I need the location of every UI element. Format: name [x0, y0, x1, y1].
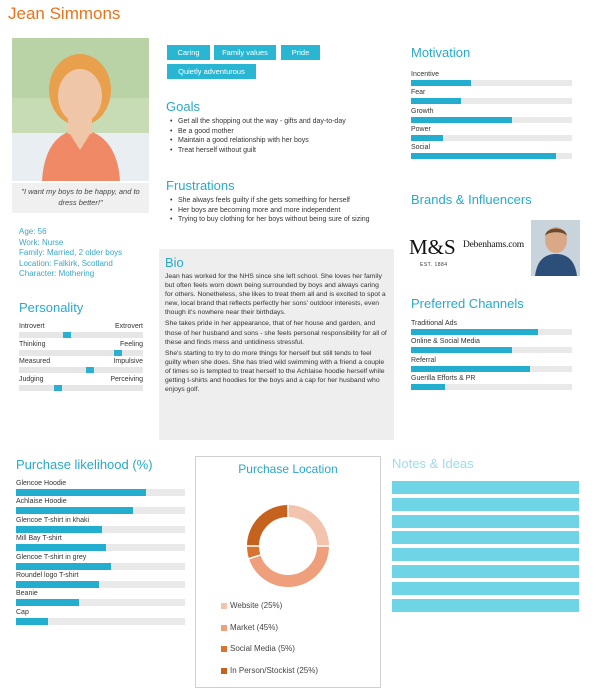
influencer-photo	[531, 220, 580, 276]
slider-track	[19, 385, 143, 391]
channel-track	[411, 329, 572, 335]
purchase-fill	[16, 526, 102, 533]
purchase-track	[16, 526, 185, 533]
slider-labels	[19, 376, 143, 383]
legend-label: Social Media (5%)	[230, 644, 295, 653]
info-character: Character: Mothering	[19, 269, 95, 278]
tag-family-values: Family values	[214, 45, 276, 60]
info-work: Work: Nurse	[19, 237, 64, 247]
legend-swatch	[221, 625, 227, 631]
purchase-track	[16, 599, 185, 606]
slider-track	[19, 367, 143, 373]
legend-item	[230, 601, 282, 610]
debenhams-logo: Debenhams.com	[463, 240, 524, 250]
personality-title: Personality	[19, 300, 84, 315]
purchase-location-card	[195, 456, 381, 688]
purchase-fill	[16, 507, 133, 514]
purchase-track	[16, 544, 185, 551]
note-line[interactable]	[392, 582, 579, 595]
purchase-track	[16, 563, 185, 570]
motivation-fill	[411, 117, 512, 123]
slider-knob	[63, 332, 71, 338]
personality-slider	[19, 358, 143, 373]
slider-right-label: Impulsive	[113, 358, 143, 365]
slider-right-label: Feeling	[120, 340, 143, 348]
bio-title: Bio	[165, 255, 184, 270]
purchase-label: Achlaise Hoodie	[16, 498, 67, 506]
donut-slice	[253, 511, 288, 546]
persona-photo	[12, 38, 149, 181]
tag-pride: Pride	[281, 45, 320, 60]
purchase-track	[16, 618, 185, 625]
slider-left-label: Judging	[19, 375, 44, 383]
goal-item: • Be a good mother	[168, 127, 398, 137]
slider-left-label: Measured	[19, 358, 51, 365]
frustration-item: • Trying to buy clothing for her boys without being sure of sizing	[168, 215, 398, 225]
slider-right-label: Extrovert	[114, 323, 143, 330]
motivation-fill	[411, 80, 471, 86]
bio-paragraph: She takes pride in her appearance, that of her house and garden, and those of her husband and sons - she feels personal responsibility for all of these and finds mess and untidiness stressful.	[165, 320, 387, 346]
personality-slider	[19, 376, 143, 391]
motivation-fill	[411, 98, 461, 104]
purchase-label: Mill Bay T-shirt	[16, 535, 62, 543]
slider-left-label: Thinking	[19, 340, 46, 348]
goal-item: • Treat herself without guilt	[168, 146, 398, 156]
purchase-fill	[16, 489, 146, 496]
bio-panel	[159, 249, 394, 440]
channel-fill	[411, 347, 512, 353]
slider-track	[19, 332, 143, 338]
purchase-track	[16, 581, 185, 588]
motivation-track	[411, 135, 572, 141]
donut-slice	[288, 511, 323, 546]
personality-slider	[19, 341, 143, 356]
slider-knob	[114, 350, 122, 356]
info-age: Age: 56	[19, 227, 47, 236]
purchase-fill	[16, 581, 99, 588]
channel-label: Guerilla Efforts & PR	[411, 374, 476, 382]
motivation-label: Social	[411, 144, 431, 152]
note-line[interactable]	[392, 498, 579, 511]
legend-swatch	[221, 668, 227, 674]
location-donut	[245, 503, 331, 589]
tag-quietly-adventurous: Quietly adventurous	[167, 64, 256, 79]
purchase-fill	[16, 599, 79, 606]
personality-slider	[19, 323, 143, 338]
slider-knob	[54, 385, 62, 391]
channel-track	[411, 384, 572, 390]
purchase-fill	[16, 563, 111, 570]
channel-track	[411, 347, 572, 353]
purchase-fill	[16, 618, 48, 625]
note-line[interactable]	[392, 548, 579, 561]
legend-label: Website (25%)	[230, 601, 283, 610]
info-family: Family: Married, 2 older boys	[19, 248, 123, 257]
purchase-fill	[16, 544, 106, 551]
persona-info	[19, 227, 122, 280]
channel-fill	[411, 384, 445, 390]
info-location: Location: Falkirk, Scotland	[19, 258, 113, 268]
slider-knob	[86, 367, 94, 373]
legend-item	[230, 623, 278, 632]
bio-paragraph: She's starting to try to do more things for herself but still tends to feel guilty when she does. She has tried wild swimming with a friend a couple of times so is tempted to treat herself to the Achlaise hoodie herself while getting t-shirts and hoodies for the boys and a cap for her husband who enjoys golf.	[165, 349, 385, 394]
motivation-fill	[411, 135, 443, 141]
slider-track	[19, 350, 143, 356]
goals-list	[168, 117, 398, 155]
purchase-track	[16, 507, 185, 514]
note-line[interactable]	[392, 481, 579, 494]
note-line[interactable]	[392, 599, 579, 612]
purchase-label: Glencoe T-shirt in khaki	[16, 516, 90, 524]
purchase-label: Beanie	[16, 590, 38, 598]
motivation-label: Growth	[411, 107, 434, 115]
motivation-track	[411, 153, 572, 159]
motivation-track	[411, 80, 572, 86]
note-line[interactable]	[392, 565, 579, 578]
motivation-track	[411, 117, 572, 123]
persona-name: Jean Simmons	[8, 4, 121, 23]
channel-fill	[411, 329, 538, 335]
location-title: Purchase Location	[238, 462, 338, 476]
tag-caring: Caring	[167, 45, 210, 60]
frustrations-title: Frustrations	[166, 178, 235, 193]
slider-labels	[19, 323, 143, 330]
channel-track	[411, 366, 572, 372]
legend-item	[230, 666, 318, 675]
notes-title: Notes & Ideas	[392, 456, 474, 471]
ms-logo: M&S	[409, 235, 456, 259]
brands-title: Brands & Influencers	[411, 192, 532, 207]
goal-item: • Maintain a good relationship with her boys	[168, 136, 398, 146]
purchase-title: Purchase likelihood (%)	[16, 457, 153, 472]
motivation-title: Motivation	[411, 45, 471, 60]
note-line[interactable]	[392, 531, 579, 544]
legend-label: In Person/Stockist (25%)	[230, 665, 319, 675]
note-line[interactable]	[392, 515, 579, 528]
goal-item: • Get all the shopping out the way - gifts and day-to-day	[168, 117, 398, 127]
persona-quote: "I want my boys to be happy, and to dress better!"	[12, 183, 149, 213]
slider-labels	[19, 358, 143, 365]
frustration-item: • She always feels guilty if she gets something for herself	[168, 196, 398, 206]
legend-swatch	[221, 603, 227, 609]
bio-paragraph: Jean has worked for the NHS since she left school. She loves her family but often feels worn down being surrounded by boys and always caring for others. Nonetheless, she likes to treat them all and is excited to spot a new, local brand that reflects perfectly her sons' outdoor interests, even though it's nowhere near their birthdays.	[165, 273, 386, 317]
legend-swatch	[221, 646, 227, 652]
channel-label: Online & Social Media	[411, 338, 480, 346]
frustrations-list	[168, 196, 398, 225]
motivation-label: Power	[411, 125, 431, 133]
purchase-label: Glencoe Hoodie	[16, 480, 67, 487]
motivation-label: Incentive	[411, 71, 440, 78]
channels-title: Preferred Channels	[411, 296, 524, 311]
motivation-fill	[411, 153, 556, 159]
channel-label: Referral	[411, 356, 436, 364]
slider-right-label: Perceiving	[110, 375, 143, 383]
purchase-label: Roundel logo T-shirt	[16, 572, 79, 579]
ms-logo-sub: EST. 1884	[420, 262, 448, 268]
motivation-track	[411, 98, 572, 104]
purchase-track	[16, 489, 185, 496]
channel-label: Traditional Ads	[411, 320, 458, 327]
legend-label: Market (45%)	[230, 622, 279, 632]
channel-fill	[411, 366, 530, 372]
purchase-label: Cap	[16, 608, 29, 616]
slider-left-label: Introvert	[19, 323, 45, 330]
donut-slice	[255, 546, 323, 581]
slider-labels	[19, 341, 143, 348]
legend-item	[230, 644, 295, 653]
donut-slice	[253, 546, 255, 557]
frustration-item: • Her boys are becoming more and more independent	[168, 206, 398, 216]
motivation-label: Fear	[411, 89, 426, 97]
purchase-label: Glencoe T-shirt in grey	[16, 553, 87, 561]
goals-title: Goals	[166, 99, 200, 114]
